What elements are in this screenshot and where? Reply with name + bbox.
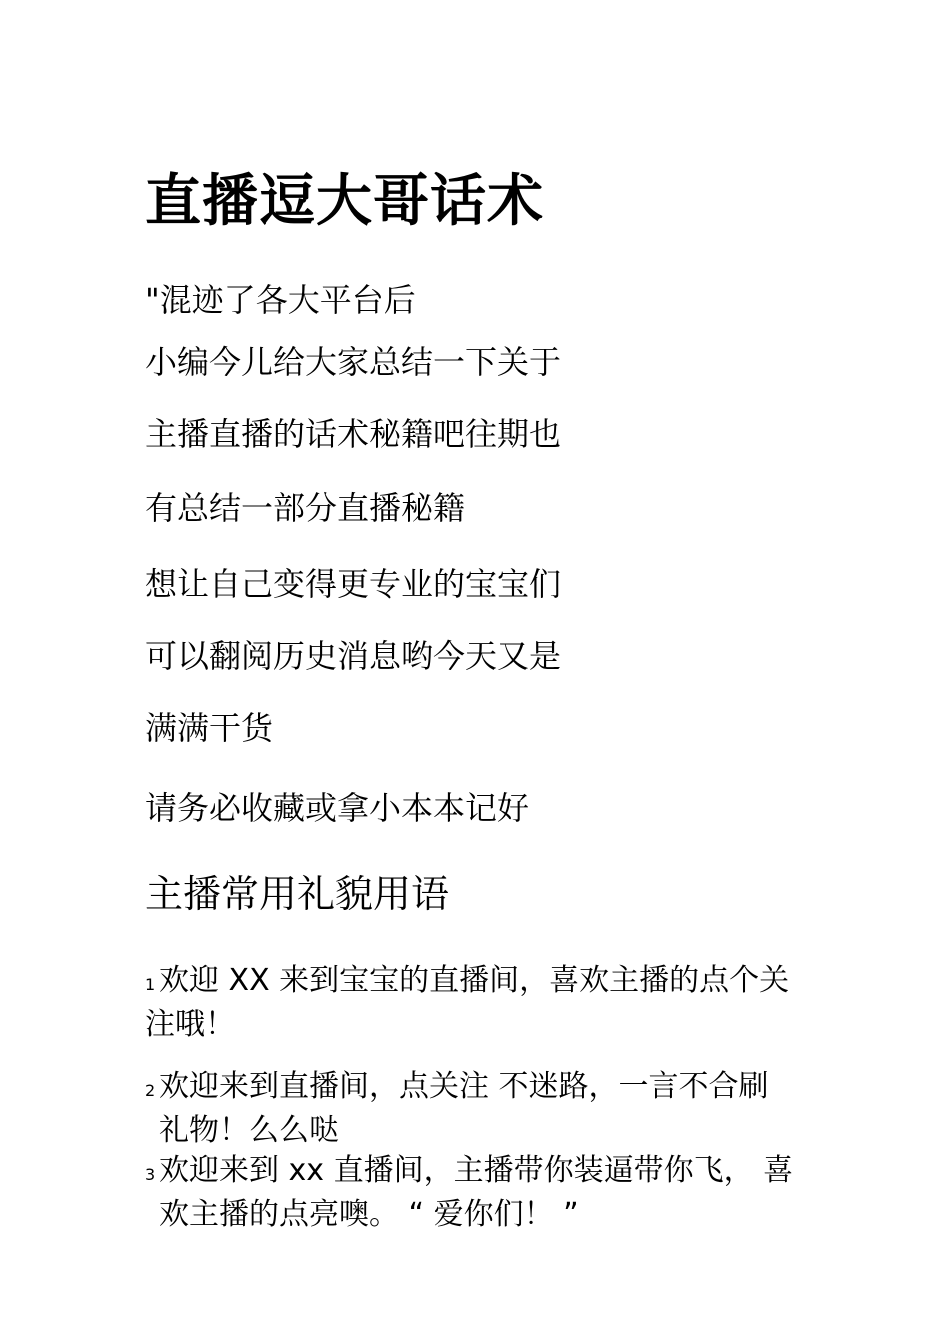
intro-line-7: 满满干货 (145, 709, 274, 747)
list-item-text: 欢迎来到 xx 直播间，主播带你装逼带你飞， 喜 (159, 1153, 794, 1188)
list-item-first-line (145, 1067, 835, 1111)
list-item-text: 欢迎 XX 来到宝宝的直播间，喜欢主播的点个关 (159, 963, 790, 998)
intro-line-4: 有总结一部分直播秘籍 (145, 489, 466, 527)
list-item-text: 欢迎来到直播间，点关注 不迷路，一言不合刷 (159, 1069, 769, 1104)
section-heading: 主播常用礼貌用语 (145, 872, 450, 916)
list-item (145, 1151, 835, 1235)
intro-line-3: 主播直播的话术秘籍吧往期也 (145, 415, 562, 453)
list-item-first-line (145, 961, 835, 1005)
list-item (145, 1067, 835, 1151)
list-item (145, 961, 835, 1045)
list-item-number: 3 (145, 1165, 156, 1184)
intro-line-5: 想让自己变得更专业的宝宝们 (145, 565, 562, 603)
list-item-continuation: 欢主播的点亮噢。 “ 爱你们！ ” (159, 1197, 579, 1232)
intro-line-1: "混迹了各大平台后 (145, 281, 416, 319)
list-item-number: 1 (145, 975, 156, 994)
list-item-first-line (145, 1151, 835, 1195)
intro-line-8: 请务必收藏或拿小本本记好 (145, 789, 530, 827)
document-title: 直播逗大哥话术 (145, 169, 544, 234)
list-item-continuation: 注哦！ (145, 1007, 235, 1042)
list-item-number: 2 (145, 1081, 156, 1100)
intro-line-2: 小编今儿给大家总结一下关于 (145, 343, 562, 381)
list-item-continuation: 礼物！么么哒 (159, 1113, 339, 1148)
intro-line-6: 可以翻阅历史消息哟今天又是 (145, 637, 562, 675)
